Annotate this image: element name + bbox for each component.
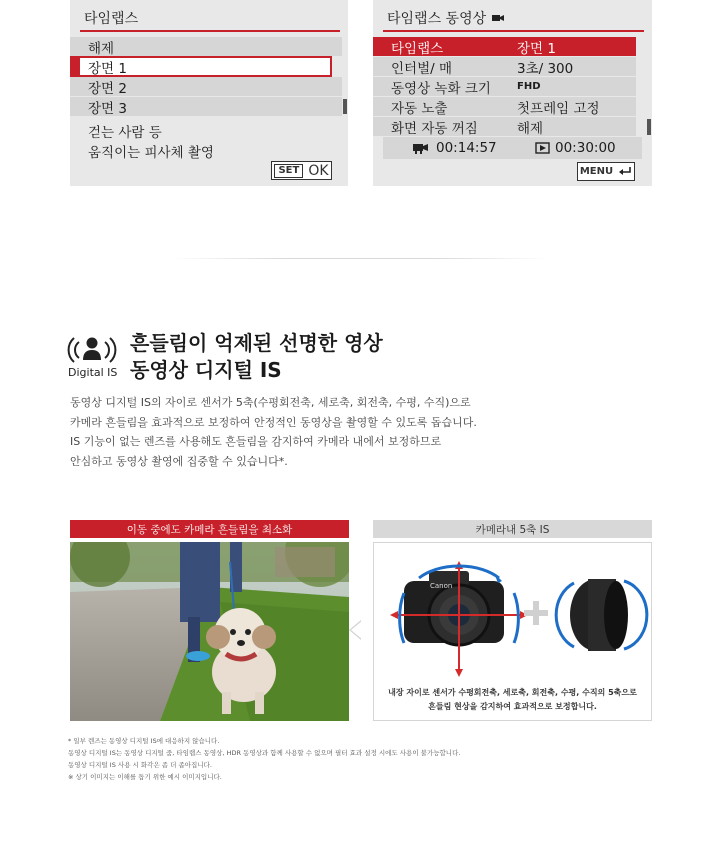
setting-label: 동영상 녹화 크기 [391, 80, 491, 97]
footnote: * 일부 렌즈는 동영상 디지털 IS에 대응하지 않습니다. [68, 737, 220, 745]
five-axis-caption [374, 686, 651, 714]
menu-item-scene-1[interactable] [70, 56, 332, 77]
play-time: 00:30:00 [555, 140, 616, 156]
setting-label: 자동 노출 [391, 100, 448, 117]
setting-row-screen-auto-off[interactable] [373, 117, 636, 136]
five-axis-diagram [373, 542, 652, 721]
timelapse-scene-menu-screen [70, 0, 348, 186]
camera-lens-illustration [374, 543, 651, 683]
menu-item-label: 장면 2 [88, 80, 127, 97]
menu-item-scene-2[interactable] [70, 77, 342, 96]
description-line: 카메라 흔들림을 효과적으로 보정하여 안정적인 동영상을 촬영할 수 있도록 돕습니다. [70, 415, 477, 429]
menu-item-scene-3[interactable] [70, 97, 342, 116]
setting-label: 화면 자동 꺼짐 [391, 120, 478, 137]
menu-item-label: 해제 [88, 40, 115, 57]
feature-description [70, 393, 670, 471]
caption-line-1: 내장 자이로 센서가 수평회전축, 세로축, 회전축, 수평, 수직의 5축으로 [388, 688, 637, 697]
return-arrow-icon [618, 166, 632, 177]
setting-label: 타임랩스 [391, 40, 444, 57]
menu-item-label: 장면 1 [88, 60, 127, 77]
menu-title [387, 8, 505, 28]
scene-description-line-1: 걷는 사람 등 [88, 125, 162, 141]
setting-value: 장면 1 [517, 40, 556, 57]
description-line: IS 기능이 없는 렌즈를 사용해도 흔들림을 감지하여 카메라 내에서 보정하므로 [70, 435, 442, 448]
fhd-size-icon: FHD [517, 81, 541, 92]
movie-record-icon [410, 142, 430, 154]
menu-title-text: 타임랩스 동영상 [387, 11, 487, 27]
footnotes [68, 735, 460, 783]
menu-scrollbar[interactable] [647, 119, 651, 135]
menu-label: MENU [579, 166, 614, 177]
setting-row-timelapse[interactable] [373, 37, 636, 56]
setting-value: 3초/ 300 [517, 60, 574, 77]
menu-scrollbar[interactable] [343, 99, 347, 114]
panel-pointer-fill [351, 621, 362, 639]
setting-value: 첫프레임 고정 [517, 100, 600, 117]
headline-line-1: 흔들림이 억제된 선명한 영상 [130, 331, 383, 355]
footnote: ※ 상기 이미지는 이해를 돕기 위한 예시 이미지입니다. [68, 773, 222, 781]
title-divider [80, 30, 340, 32]
set-ok-button[interactable] [271, 161, 332, 180]
dog-walking-photo [70, 542, 349, 721]
time-readout [383, 137, 642, 159]
setting-row-movie-size[interactable] [373, 77, 636, 96]
menu-title: 타임랩스 [84, 11, 139, 27]
timelapse-movie-menu-screen [373, 0, 652, 186]
scene-description-line-2: 움직이는 피사체 촬영 [88, 145, 214, 161]
caption-line-2: 흔들림 현상을 감지하여 효과적으로 보정합니다. [428, 702, 597, 711]
title-divider [383, 30, 644, 32]
record-time: 00:14:57 [436, 140, 497, 156]
menu-back-button[interactable] [577, 162, 635, 181]
setting-value: 해제 [517, 120, 544, 137]
five-axis-is-panel-title: 카메라내 5축 IS [373, 520, 652, 538]
description-line: 안심하고 동영상 촬영에 집중할 수 있습니다*. [70, 454, 288, 468]
playback-icon [535, 142, 551, 154]
setting-row-interval[interactable] [373, 57, 636, 76]
movie-mode-icon [491, 12, 505, 24]
digital-is-caption: Digital IS [68, 366, 118, 379]
headline-line-2: 동영상 디지털 IS [130, 358, 282, 382]
setting-label: 인터벌/ 매 [391, 60, 453, 77]
footnote: 동영상 디지털 IS는 동영상 디지털 줌, 타임랩스 동영상, HDR 동영상과 함께 사용할 수 없으며 필터 효과 설정 시에도 사용이 불가능합니다. [68, 749, 461, 757]
menu-item-off[interactable] [70, 37, 342, 56]
section-divider [170, 258, 550, 259]
menu-item-label: 장면 3 [88, 100, 127, 117]
walking-shot-panel-title: 이동 중에도 카메라 흔들림을 최소화 [70, 520, 349, 538]
setting-row-auto-exposure[interactable] [373, 97, 636, 116]
feature-headline [130, 330, 383, 384]
camera-brand-logo: Canon [430, 582, 453, 590]
ok-label: OK [308, 162, 329, 179]
footnote: 동영상 디지털 IS 사용 시 화각은 좀 더 좁아집니다. [68, 761, 212, 769]
set-label: SET [274, 164, 303, 178]
description-line: 동영상 디지털 IS의 자이로 센서가 5축(수평회전축, 세로축, 회전축, 수평, 수직)으로 [70, 396, 471, 409]
